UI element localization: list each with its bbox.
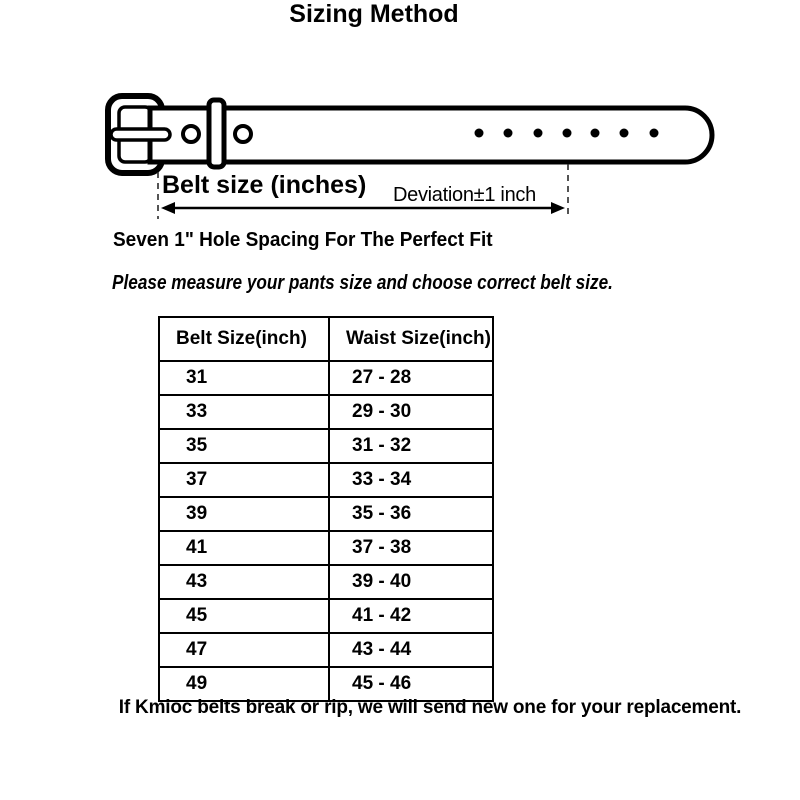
belt-size-cell: 45 bbox=[159, 599, 329, 633]
table-row bbox=[159, 361, 493, 395]
size-table-header bbox=[159, 317, 493, 361]
table-row bbox=[159, 429, 493, 463]
hole-spacing-note: Seven 1" Hole Spacing For The Perfect Fit bbox=[113, 229, 493, 251]
waist-size-cell: 37 - 38 bbox=[329, 531, 493, 565]
waist-size-cell: 31 - 32 bbox=[329, 429, 493, 463]
deviation-note: Deviation±1 inch bbox=[393, 184, 536, 206]
belt-size-cell: 49 bbox=[159, 667, 329, 701]
header-belt-size: Belt Size(inch) bbox=[159, 317, 329, 361]
belt-size-label: Belt size bbox=[162, 171, 264, 199]
waist-size-cell: 35 - 36 bbox=[329, 497, 493, 531]
table-row bbox=[159, 599, 493, 633]
belt-size-cell: 43 bbox=[159, 565, 329, 599]
header-waist-size: Waist Size(inch) bbox=[329, 317, 493, 361]
page-title: Sizing Method bbox=[289, 0, 459, 28]
belt-size-cell: 31 bbox=[159, 361, 329, 395]
guarantee-note: If Kmioc belts break or rip, we will send new one for your replacement. bbox=[118, 697, 742, 718]
belt-size-cell: 33 bbox=[159, 395, 329, 429]
belt-size-unit: (inches) bbox=[270, 171, 367, 199]
measure-instruction-note: Please measure your pants size and choose correct belt size. bbox=[112, 272, 613, 294]
waist-size-cell: 39 - 40 bbox=[329, 565, 493, 599]
belt-size-cell: 39 bbox=[159, 497, 329, 531]
waist-size-cell: 43 - 44 bbox=[329, 633, 493, 667]
table-header-row bbox=[159, 317, 493, 361]
table-row bbox=[159, 565, 493, 599]
table-row bbox=[159, 667, 493, 701]
table-row bbox=[159, 395, 493, 429]
belt-size-cell: 35 bbox=[159, 429, 329, 463]
belt-size-cell: 37 bbox=[159, 463, 329, 497]
belt-size-caption bbox=[162, 171, 366, 200]
belt-keeper bbox=[209, 100, 224, 167]
table-row bbox=[159, 531, 493, 565]
table-row bbox=[159, 497, 493, 531]
table-row bbox=[159, 463, 493, 497]
belt-size-cell: 41 bbox=[159, 531, 329, 565]
waist-size-cell: 29 - 30 bbox=[329, 395, 493, 429]
size-table bbox=[158, 316, 494, 702]
waist-size-cell: 45 - 46 bbox=[329, 667, 493, 701]
waist-size-cell: 27 - 28 bbox=[329, 361, 493, 395]
belt-size-cell: 47 bbox=[159, 633, 329, 667]
waist-size-cell: 41 - 42 bbox=[329, 599, 493, 633]
table-row bbox=[159, 633, 493, 667]
size-table-body bbox=[159, 361, 493, 701]
buckle-prong bbox=[111, 129, 170, 140]
waist-size-cell: 33 - 34 bbox=[329, 463, 493, 497]
